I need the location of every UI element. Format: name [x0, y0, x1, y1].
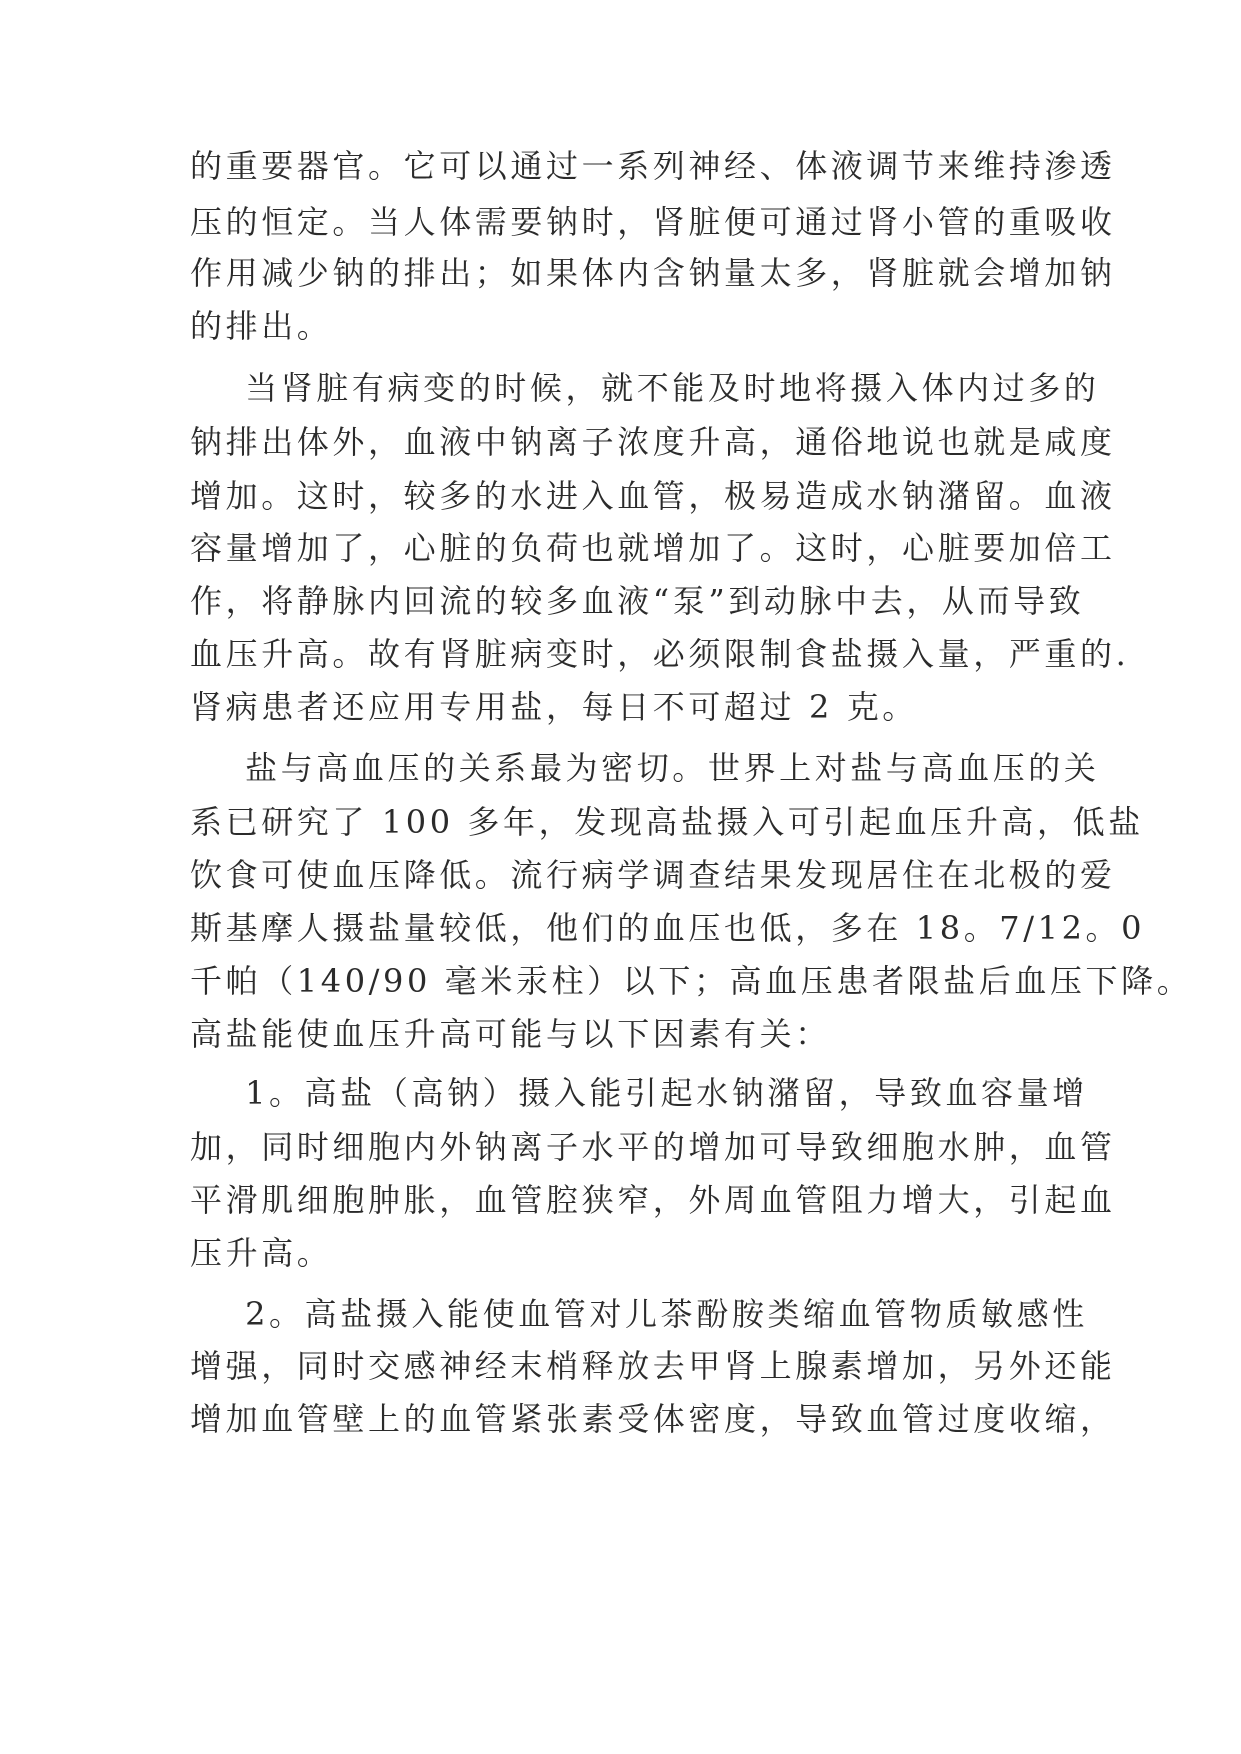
text-line: 的排出。	[190, 307, 333, 345]
text-line: 作用减少钠的排出；如果体内含钠量太多，肾脏就会增加钠	[190, 254, 1116, 292]
text-line: 高盐能使血压升高可能与以下因素有关：	[190, 1015, 831, 1053]
text-line: 的重要器官。它可以通过一系列神经、体液调节来维持渗透	[190, 147, 1116, 185]
text-line: 2。高盐摄入能使血管对儿茶酚胺类缩血管物质敏感性	[190, 1295, 1088, 1333]
text-line: 系已研究了 100 多年，发现高盐摄入可引起血压升高，低盐	[190, 803, 1144, 841]
text-line: 当肾脏有病变的时候，就不能及时地将摄入体内过多的	[190, 369, 1100, 407]
text-line: 作，将静脉内回流的较多血液“泵”到动脉中去，从而导致	[190, 582, 1085, 620]
text-line: 增加。这时，较多的水进入血管，极易造成水钠潴留。血液	[190, 477, 1116, 515]
text-line: 饮食可使血压降低。流行病学调查结果发现居住在北极的爱	[190, 856, 1116, 894]
text-line: 平滑肌细胞肿胀，血管腔狭窄，外周血管阻力增大，引起血	[190, 1181, 1116, 1219]
text-line: 血压升高。故有肾脏病变时，必须限制食盐摄入量，严重的.	[190, 635, 1130, 673]
text-line: 压的恒定。当人体需要钠时，肾脏便可通过肾小管的重吸收	[190, 203, 1116, 241]
text-line: 斯基摩人摄盐量较低，他们的血压也低，多在 18。7/12。0	[190, 909, 1146, 947]
text-line: 增加血管壁上的血管紧张素受体密度，导致血管过度收缩，	[190, 1400, 1116, 1438]
text-line: 加，同时细胞内外钠离子水平的增加可导致细胞水肿，血管	[190, 1128, 1116, 1166]
text-line: 压升高。	[190, 1234, 333, 1272]
text-line: 肾病患者还应用专用盐，每日不可超过 2 克。	[190, 688, 918, 726]
text-line: 盐与高血压的关系最为密切。世界上对盐与高血压的关	[190, 749, 1100, 787]
text-line: 增强，同时交感神经末梢释放去甲肾上腺素增加，另外还能	[190, 1347, 1116, 1385]
text-line: 千帕（140/90 毫米汞柱）以下；高血压患者限盐后血压下降。	[190, 962, 1193, 1000]
text-line: 1。高盐（高钠）摄入能引起水钠潴留，导致血容量增	[190, 1074, 1088, 1112]
text-line: 容量增加了，心脏的负荷也就增加了。这时，心脏要加倍工	[190, 529, 1116, 567]
text-line: 钠排出体外，血液中钠离子浓度升高，通俗地说也就是咸度	[190, 423, 1116, 461]
